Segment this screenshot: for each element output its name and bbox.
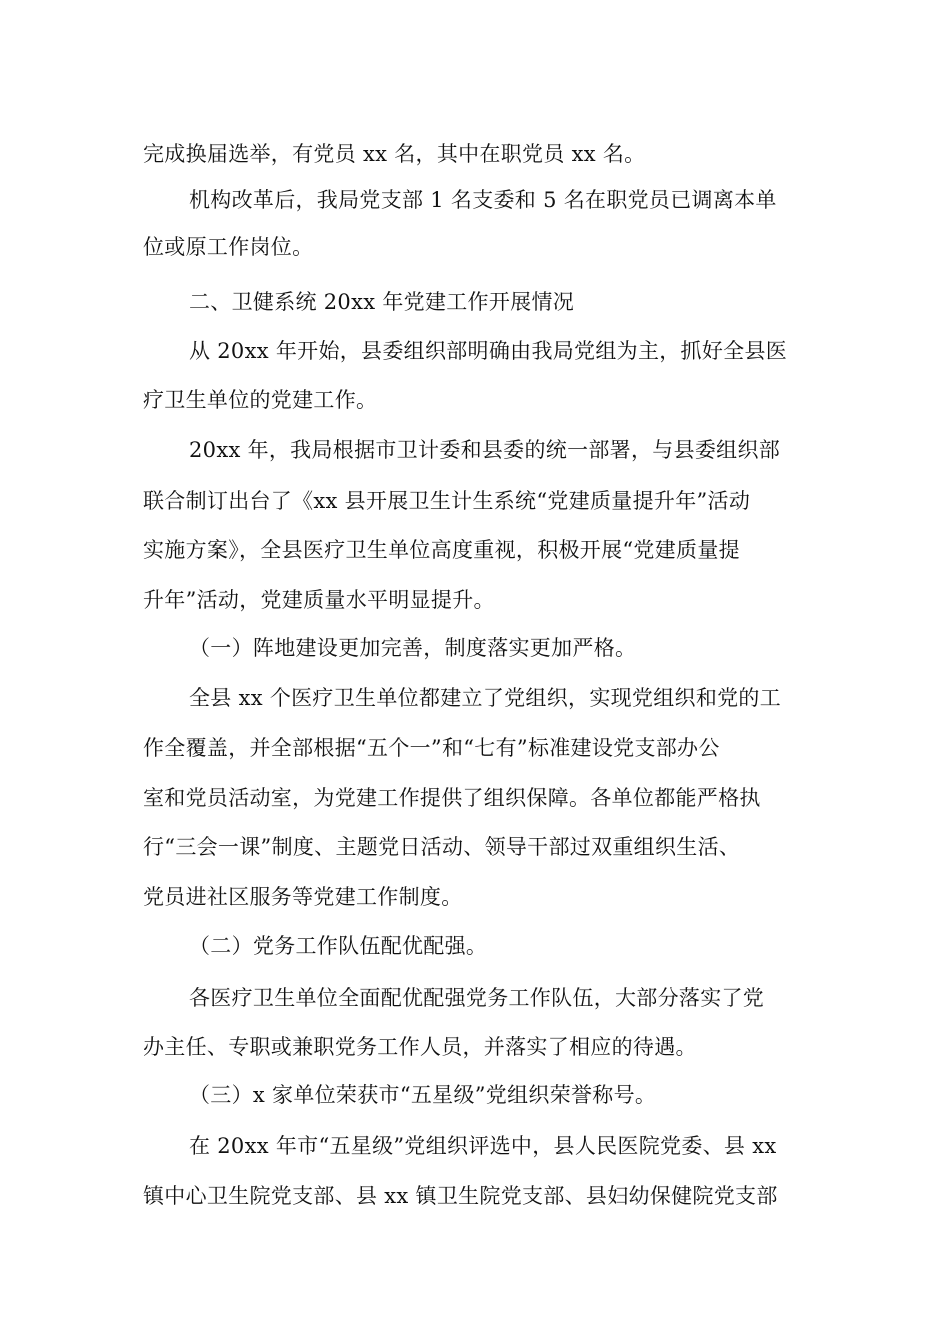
text-line-21: 在 20xx 年市“五星级”党组织评选中，县人民医院党委、县 xx — [189, 1134, 777, 1158]
text-line-22: 镇中心卫生院党支部、县 xx 镇卫生院党支部、县妇幼保健院党支部 — [143, 1184, 778, 1208]
text-line-19: 办主任、专职或兼职党务工作人员，并落实了相应的待遇。 — [143, 1035, 697, 1059]
text-line-6: 疗卫生单位的党建工作。 — [143, 388, 378, 412]
text-line-8: 联合制订出台了《xx 县开展卫生计生系统“党建质量提升年”活动 — [143, 489, 751, 513]
text-line-3: 位或原工作岗位。 — [143, 235, 314, 259]
text-line-18: 各医疗卫生单位全面配优配强党务工作队伍，大部分落实了党 — [189, 986, 765, 1010]
text-line-10: 升年”活动，党建质量水平明显提升。 — [143, 588, 495, 612]
text-line-14: 室和党员活动室，为党建工作提供了组织保障。各单位都能严格执 — [143, 786, 761, 810]
section-heading-2: 二、卫健系统 20xx 年党建工作开展情况 — [189, 290, 575, 314]
text-line-5: 从 20xx 年开始，县委组织部明确由我局党组为主，抓好全县医 — [189, 339, 788, 363]
subheading-1: （一）阵地建设更加完善，制度落实更加严格。 — [189, 636, 637, 660]
subheading-2: （二）党务工作队伍配优配强。 — [189, 934, 488, 958]
text-line-9: 实施方案》，全县医疗卫生单位高度重视，积极开展“党建质量提 — [143, 538, 740, 562]
text-line-15: 行“三会一课”制度、主题党日活动、领导干部过双重组织生活、 — [143, 835, 741, 859]
text-line-2: 机构改革后，我局党支部 1 名支委和 5 名在职党员已调离本单 — [189, 188, 777, 212]
text-line-16: 党员进社区服务等党建工作制度。 — [143, 885, 463, 909]
text-line-12: 全县 xx 个医疗卫生单位都建立了党组织，实现党组织和党的工 — [189, 686, 782, 710]
text-line-1: 完成换届选举，有党员 xx 名，其中在职党员 xx 名。 — [143, 142, 646, 166]
text-line-7: 20xx 年，我局根据市卫计委和县委的统一部署，与县委组织部 — [189, 438, 781, 462]
text-line-13: 作全覆盖，并全部根据“五个一”和“七有”标准建设党支部办公 — [143, 736, 720, 760]
subheading-3: （三）x 家单位荣获市“五星级”党组织荣誉称号。 — [189, 1083, 657, 1107]
